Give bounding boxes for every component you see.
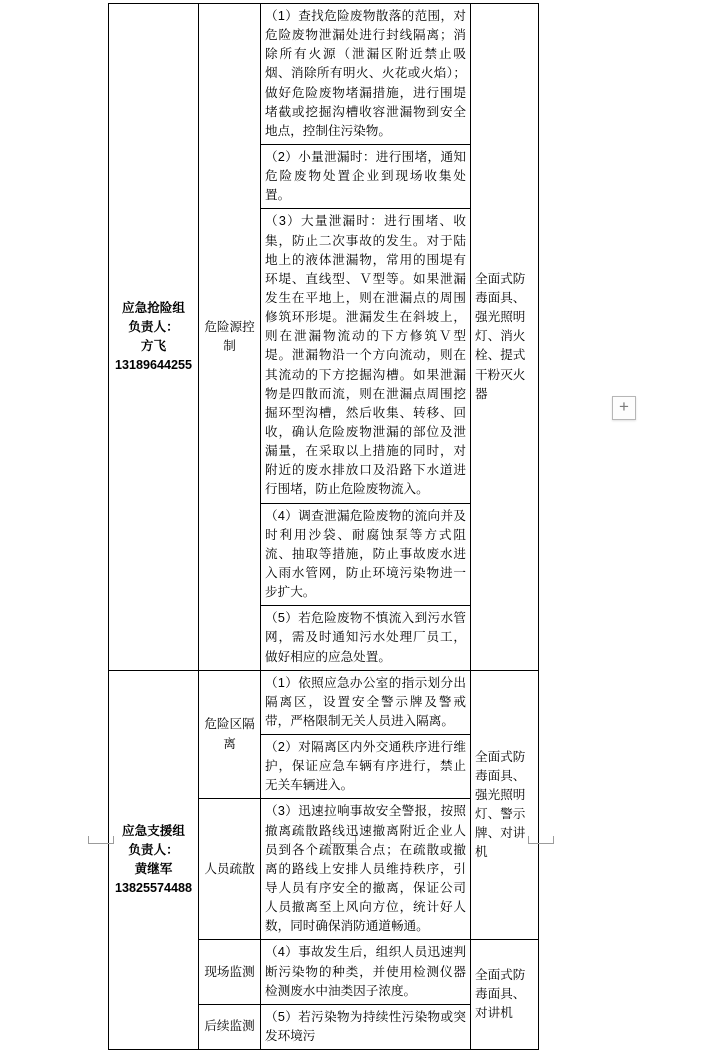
group-leader-name: 方飞 [140,338,167,353]
group-cell-1 [109,4,199,671]
group-name: 应急抢险组 [122,300,185,315]
group-leader-label: 负责人： [128,319,179,334]
measure-item: （1）依照应急办公室的指示划分出隔离区，设置安全警示牌及警戒带，严格限制无关人员进入隔离。 [261,670,471,734]
measure-item: （2）小量泄漏时：进行围堵，通知危险废物处置企业到现场收集处置。 [261,144,471,208]
expand-table-button[interactable]: + [612,396,636,420]
measure-item: （3）大量泄漏时：进行围堵、收集，防止二次事故的发生。对于陆地上的液体泄漏物，常用的围堤有环堤、直线型、Ｖ型等。如果泄漏发生在平地上，则在泄漏点的周围修筑环形堤。泄漏发生在斜坡上，则在泄漏物流动的下方修筑Ｖ型堤。泄漏物沿一个方向流动，则在其流动的下方挖掘沟槽。如果泄漏物是四散而流，则在泄漏点周围挖掘环型沟槽，然后收集、转移、回收，确认危险废物泄漏的部位及泄漏量，在采取以上措施的同时，对附近的废水排放口及沿路下水道进行围堵，防止危险废物流入。 [261,209,471,503]
equipment-cell-1: 全面式防毒面具、强光照明灯、消火栓、提式干粉灭火器 [471,4,539,671]
subgroup-cell-evacuation: 人员疏散 [199,799,261,940]
group-leader-name: 黄继军 [134,861,173,876]
measure-item: （4）调查泄漏危险废物的流向并及时利用沙袋、耐腐蚀泵等方式阻流、抽取等措施，防止事故废水进入雨水管网，防止环境污染物进一步扩大。 [261,503,471,606]
measure-item: （5）若危险废物不慎流入到污水管网，需及时通知污水处理厂员工，做好相应的应急处置。 [261,606,471,670]
subgroup-cell-site-monitoring: 现场监测 [199,940,261,1004]
subgroup-cell-isolation: 危险区隔离 [199,670,261,799]
emergency-response-table [108,3,539,1050]
measure-item: （1）查找危险废物散落的范围，对危险废物泄漏处进行封线隔离；消除所有火源（泄漏区附近禁止吸烟、消除所有明火、火花或火焰）；做好危险废物堵漏措施，进行围堤堵截或挖掘沟槽收容泄漏物到安全地点，控制住污染物。 [261,4,471,145]
subgroup-cell-followup-monitoring: 后续监测 [199,1004,261,1049]
group-leader-label: 负责人： [128,842,179,857]
equipment-cell-2: 全面式防毒面具、强光照明灯、警示牌、对讲机 [471,670,539,940]
subgroup-cell-hazard-control: 危险源控制 [199,4,261,671]
measure-item: （3）迅速拉响事故安全警报，按照撤离疏散路线迅速撤离附近企业人员到各个疏散集合点；在疏散或撤离的路线上安排人员维持秩序，引导人员有序安全的撤离，保证公司人员撤离至上风向方位，统计好人数，同时确保消防通道畅通。 [261,799,471,940]
group-leader-phone: 13825574488 [114,881,193,896]
group-cell-2 [109,670,199,1050]
page-edge-marks [0,836,714,844]
measure-item: （5）若污染物为持续性污染物或突发环境污 [261,1004,471,1049]
table-row [109,670,539,734]
measure-item: （4）事故发生后，组织人员迅速判断污染物的种类，并使用检测仪器检测废水中油类因子浓度。 [261,940,471,1004]
page-edge-mark [528,836,554,844]
equipment-cell-3: 全面式防毒面具、对讲机 [471,940,539,1050]
measure-item: （2）对隔离区内外交通秩序进行维护，保证应急车辆有序进行，禁止无关车辆进入。 [261,735,471,799]
page-edge-mark [330,836,356,844]
group-leader-phone: 13189644255 [114,357,193,372]
table-row [109,4,539,145]
group-name: 应急支援组 [122,823,185,838]
page-edge-mark [88,836,114,844]
